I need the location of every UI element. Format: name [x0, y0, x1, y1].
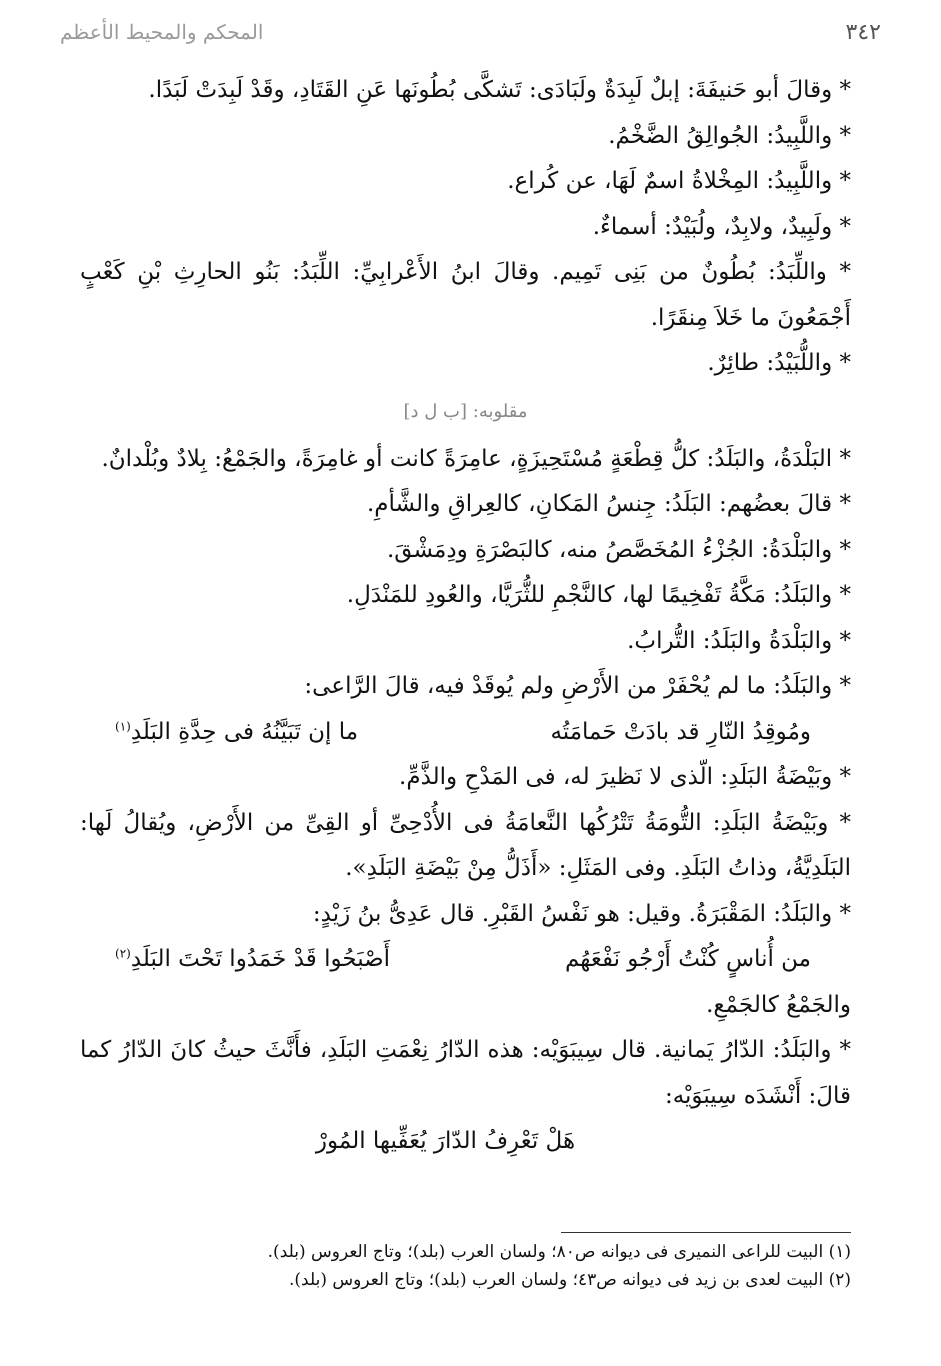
- text-line: * واللِّبَدُ: بُطُونٌ من بَنِى تَمِيم. وقالَ ابنُ الأَعْرابِيِّ: اللِّبَدُ: بَنُو الحارِثِ بْنِ كَعْبٍ أَجْمَعُونَ ما خَلاَ مِنقَرًا.: [80, 259, 851, 331]
- text-line: * واللَّبِيدُ: المِخْلاةُ اسمٌ لَهَا، عن كُراع.: [507, 168, 851, 194]
- footnote-marker: (٢): [115, 946, 131, 961]
- text-line: * واللُّبَيْدُ: طائِرٌ.: [707, 350, 851, 376]
- footnote: (٢) البيت لعدى بن زيد فى ديوانه ص٤٣؛ ولسان العرب (بلد)؛ وتاج العروس (بلد).: [289, 1270, 851, 1290]
- verse-text: أَصْبَحُوا قَدْ خَمَدُوا تَحْتَ البَلَدِ: [130, 946, 391, 972]
- text-line: والجَمْعُ كالجَمْعِ.: [706, 991, 851, 1018]
- text-line: * والبَلْدَةُ والبَلَدُ: التُّرابُ.: [627, 627, 851, 654]
- verse-hemistich-second: [115, 937, 390, 983]
- running-head: المحكم والمحيط الأعظم: [60, 20, 264, 44]
- text-line: * وبَيْضَةُ البَلَدِ: التُّومَةُ تَتْرُكُها النَّعامَةُ فى الأُدْحِىِّ أو القِىِّ من الأَرْضِ، ويُقالُ لَها: البَلَدِيَّةُ، وذاتُ البَلَدِ. وفى المَثَلِ: «أَذَلُّ مِنْ بَيْضَةِ البَلَدِ».: [80, 809, 851, 881]
- page-number: ٣٤٢: [845, 20, 881, 45]
- verse-text: ما إن تَبَيَّنُهُ فى حِدَّةِ البَلَدِ: [130, 718, 359, 745]
- footnote: (١) البيت للراعى النميرى فى ديوانه ص٨٠؛ ولسان العرب (بلد)؛ وتاج العروس (بلد).: [267, 1242, 851, 1262]
- text-line: * والبَلَدُ: مَكَّةُ تَفْخِيمًا لها، كالنَّجْمِ للثُّرَيَّا، والعُودِ للمَنْدَلِ.: [346, 582, 851, 608]
- main-text: [80, 68, 851, 1165]
- text-line: * والبَلْدَةُ: الجُزْءُ المُخَصَّصُ منه، كالبَصْرَةِ ودِمَشْقَ.: [387, 536, 851, 563]
- footnotes: [80, 1238, 851, 1294]
- verse-line: [80, 710, 851, 756]
- verse-line: [80, 937, 851, 983]
- footnote-marker: (١): [115, 718, 131, 733]
- verse-hemistich-first: من أُناسٍ كُنْتُ أَرْجُو نَفْعَهُم: [564, 946, 811, 972]
- section-heading: مقلوبه: [ب ل د]: [403, 400, 528, 422]
- page-header: [60, 18, 881, 50]
- text-line: * واللَّبِيدُ: الجُوالِقُ الضَّخْمُ.: [608, 122, 851, 149]
- verse-line: هَلْ تَعْرِفُ الدّارَ يُعَفِّيها المُورْ: [315, 1128, 576, 1154]
- text-line: * والبَلَدُ: الدّارُ يَمانية. قال سِيبَوَيْه: هذه الدّارُ نِعْمَتِ البَلَدِ، فأَنَّثَ حيثُ كانَ الدّارُ كما قالَ: أَنْشَدَه سِيبَوَيْه:: [80, 1037, 851, 1109]
- text-line: * قالَ بعضُهم: البَلَدُ: جِنسُ المَكانِ، كالعِراقِ والشَّأمِ.: [366, 491, 851, 517]
- footnote-divider: [561, 1232, 851, 1233]
- text-line: * والبَلَدُ: ما لم يُحْفَرْ من الأَرْضِ ولم يُوقَدْ فيه، قالَ الرَّاعى:: [304, 673, 851, 699]
- text-line: * ولَبِيدٌ، ولابِدٌ، ولُبَيْدٌ: أسماءٌ.: [592, 213, 851, 240]
- text-line: * والبَلَدُ: المَقْبَرَةُ. وقيل: هو نَفْسُ القَبْرِ. قال عَدِىُّ بنُ زَيْدٍ:: [312, 900, 851, 927]
- text-line: * وقالَ أبو حَنيفَةَ: إبلٌ لَبِدَةٌ ولَبَادَى: تَشكَّى بُطُونَها عَنِ القَتَادِ، وقَدْ لَبِدَتْ لَبَدًا.: [148, 77, 851, 103]
- text-line: * وبَيْضَةُ البَلَدِ: الّذى لا نَظيرَ له، فى المَدْحِ والذَّمِّ.: [399, 764, 851, 790]
- verse-hemistich-first: ومُوقِدُ النّارِ قد بادَتْ حَمامَتُه: [550, 718, 811, 745]
- verse-hemistich-second: [115, 710, 358, 756]
- text-line: * البَلْدَةُ، والبَلَدُ: كلُّ قِطْعَةٍ مُسْتَحِيزَةٍ، عامِرَةً كانت أو غامِرَةً، والجَمْعُ: بِلادٌ وبُلْدانٌ.: [101, 445, 851, 472]
